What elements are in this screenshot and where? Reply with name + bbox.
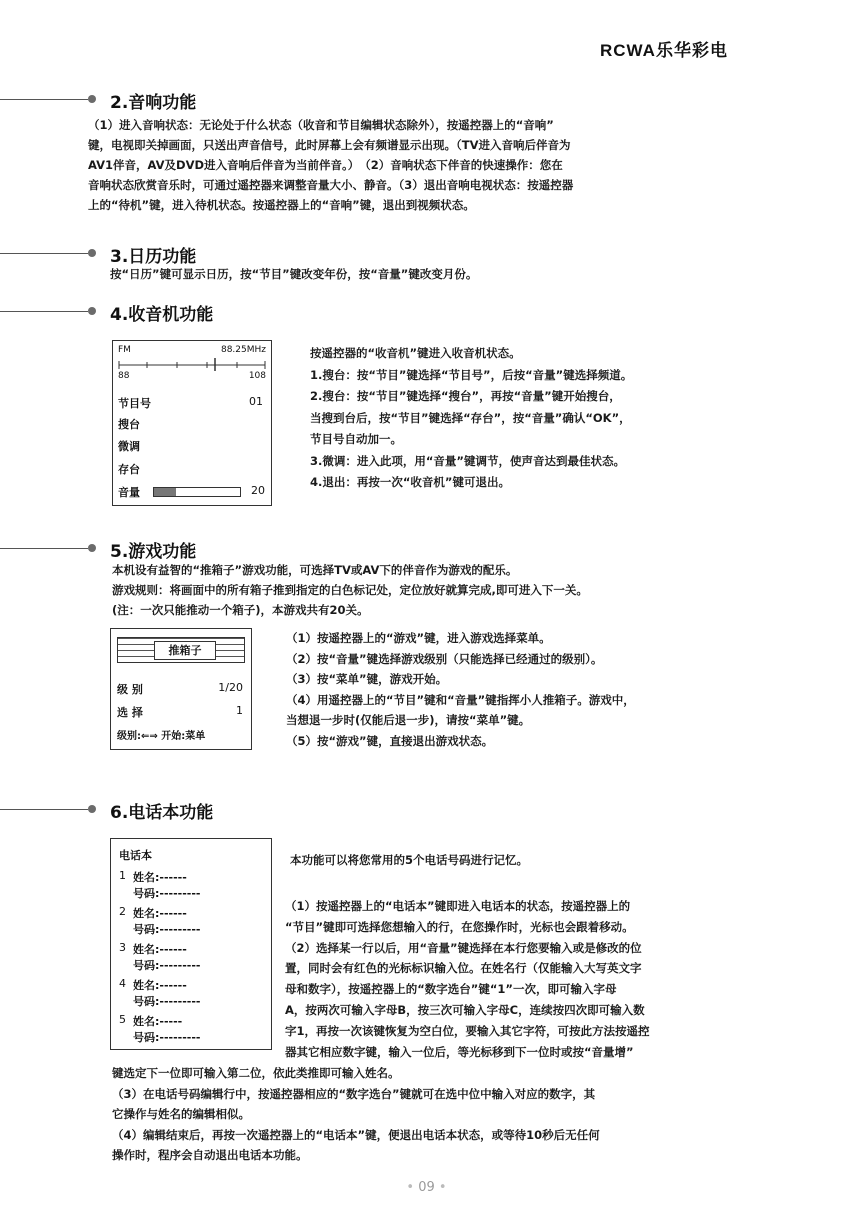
radio-value-program: 01	[249, 395, 263, 408]
phonebook-entry-number: 2	[119, 905, 126, 918]
volume-bar-fill	[154, 488, 176, 496]
section-title-phonebook: 6.电话本功能	[110, 803, 214, 823]
section-title-radio: 4.收音机功能	[110, 305, 214, 325]
section-rule	[0, 809, 88, 810]
section-bullet-icon	[88, 805, 96, 813]
brick-wall-icon	[117, 637, 245, 663]
phonebook-entry-number: 1	[119, 869, 126, 882]
volume-bar	[153, 487, 241, 497]
phonebook-entry-name: 姓名:-----	[133, 1015, 183, 1028]
section-bullet-icon	[88, 307, 96, 315]
phonebook-entry-number: 4	[119, 977, 126, 990]
phonebook-entry-phone: 号码:---------	[133, 959, 201, 972]
scale-min: 88	[118, 371, 130, 381]
phonebook-entry-number: 5	[119, 1013, 126, 1026]
phonebook-tail: 键选定下一位即可输入第二位，依此类推即可输入姓名。 （3）在电话号码编辑行中，按遥控器相应的“数字选台”键就可在选中位中输入对应的数字，其 它操作与姓名的编辑相似。 （4）编辑结束后，再按一次遥控器上的“电话本”键，便退出电话本状态，或等待10秒后无任何 操作时，程序会自动退出电话本功能。	[112, 1066, 600, 1162]
radio-label-search: 搜台	[118, 418, 140, 431]
scale-max: 108	[248, 371, 266, 381]
game-name: 推箱子	[154, 641, 216, 660]
radio-label-volume: 音量	[118, 486, 140, 499]
radio-value-volume: 20	[251, 484, 265, 497]
section-rule	[0, 99, 88, 100]
game-panel	[110, 628, 252, 750]
phonebook-intro: 本功能可以将您常用的5个电话号码进行记忆。	[290, 853, 528, 867]
game-label-select: 选 择	[117, 706, 143, 719]
brand-logo: RCWA乐华彩电	[600, 41, 728, 60]
section-title-calendar: 3.日历功能	[110, 247, 197, 267]
section-bullet-icon	[88, 249, 96, 257]
phonebook-title: 电话本	[119, 849, 152, 862]
phonebook-entry-name: 姓名:------	[133, 907, 187, 920]
section-bullet-icon	[88, 544, 96, 552]
audio-text: （1）进入音响状态：无论处于什么状态（收音和节目编辑状态除外），按遥控器上的“音响” 键，电视即关掉画面，只送出声音信号，此时屏幕上会有频谱显示出现。（TV进入音响后伴音为 AV1伴音，AV及DVD进入音响后伴音为当前伴音。） （2）音响状态下伴音的快速操作：您在 音响状态欣赏音乐时，可通过遥控器来调整音量大小、静音。（3）退出音响电视状态：按遥控器 上的“待机”键，进入待机状态。按遥控器上的“音响”键，退出到视频状态。	[88, 118, 574, 212]
phonebook-entry-phone: 号码:---------	[133, 995, 201, 1008]
phonebook-panel	[110, 838, 272, 1050]
phonebook-text: （1）按遥控器上的“电话本”键即进入电话本的状态，按遥控器上的 “节目”键即可选择您想输入的行，在您操作时，光标也会跟着移动。 （2）选择某一行以后，用“音量”键选择在本行您要输入或是修改的位 置，同时会有红色的光标标识输入位。在姓名行（仅能输入大写英文字 母和数字），按遥控器上的“数字选台”键“1”一次，即可输入字母 A，按两次可输入字母B，按三次可输入字母C，连续按四次即可输入数 字1，再按一次该键恢复为空白位，要输入其它字符，可按此方法按遥控 器其它相应数字键，输入一位后，等光标移到下一位时或按“音量增”	[285, 899, 650, 1059]
game-text: （1）按遥控器上的“游戏”键，进入游戏选择菜单。 （2）按“音量”键选择游戏级别（只能选择已经通过的级别）。 （3）按“菜单”键，游戏开始。 （4）用遥控器上的“节目”键和“音量”键指挥小人推箱子。游戏中， 当想退一步时(仅能后退一步)，请按“菜单”键。 （5）按“游戏”键，直接退出游戏状态。	[286, 631, 635, 748]
game-value-select: 1	[236, 704, 243, 717]
radio-text: 按遥控器的“收音机”键进入收音机状态。 1.搜台：按“节目”键选择“节目号”，后按“音量”键选择频道。 2.搜台：按“节目”键选择“搜台”，再按“音量”键开始搜台， 当搜到台后，按“节目”键选择“存台”，按“音量”确认“OK”， 节目号自动加一。 3.微调：进入此项，用“音量”键调节，使声音达到最佳状态。 4.退出：再按一次“收音机”键可退出。	[310, 346, 633, 489]
game-intro: 本机设有益智的“推箱子”游戏功能，可选择TV或AV下的伴音作为游戏的配乐。 游戏规则：将画面中的所有箱子推到指定的白色标记处，定位放好就算完成,即可进入下一关。 (注：一次只能推动一个箱子)，本游戏共有20关。	[112, 563, 588, 617]
phonebook-entry-name: 姓名:------	[133, 943, 187, 956]
radio-label-program: 节目号	[118, 397, 151, 410]
game-value-level: 1/20	[218, 681, 243, 694]
calendar-text: 按“日历”键可显示日历，按“节目”键改变年份，按“音量”键改变月份。	[110, 267, 478, 281]
game-footer: 级别:⇐⇒ 开始:菜单	[117, 731, 206, 742]
phonebook-entry-phone: 号码:---------	[133, 923, 201, 936]
phonebook-entry-name: 姓名:------	[133, 871, 187, 884]
radio-frequency: 88.25MHz	[220, 345, 266, 355]
radio-band: FM	[118, 345, 131, 355]
radio-label-store: 存台	[118, 463, 140, 476]
section-title-audio: 2.音响功能	[110, 93, 197, 113]
page-number-value: 09	[418, 1180, 435, 1195]
game-label-level: 级 别	[117, 683, 143, 696]
page-number: • 09 •	[406, 1180, 447, 1195]
section-rule	[0, 548, 88, 549]
section-title-game: 5.游戏功能	[110, 542, 197, 562]
phonebook-entry-phone: 号码:---------	[133, 887, 201, 900]
section-bullet-icon	[88, 95, 96, 103]
phonebook-entry-number: 3	[119, 941, 126, 954]
radio-panel	[112, 340, 272, 506]
section-rule	[0, 253, 88, 254]
frequency-scale	[117, 357, 267, 371]
section-rule	[0, 311, 88, 312]
phonebook-entry-name: 姓名:------	[133, 979, 187, 992]
phonebook-entry-phone: 号码:---------	[133, 1031, 201, 1044]
radio-label-finetune: 微调	[118, 440, 140, 453]
